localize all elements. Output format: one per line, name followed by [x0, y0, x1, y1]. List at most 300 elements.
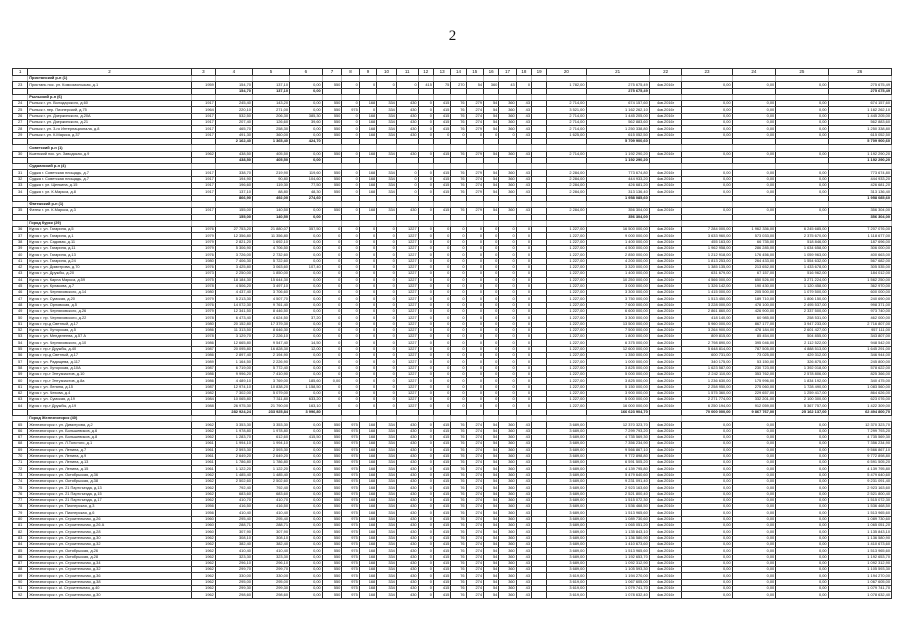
table-cell: 2 593,30	[215, 447, 252, 453]
table-cell: 0,00	[682, 497, 732, 503]
table-cell: 0,00	[776, 472, 828, 478]
table-cell: 1227	[396, 359, 418, 365]
table-cell: 196,60	[215, 183, 252, 189]
table-cell: 334	[377, 586, 397, 592]
table-cell: 3 825 000,00	[586, 378, 649, 384]
table-cell: 0,00	[776, 573, 828, 579]
table-cell: 0,00	[776, 447, 828, 453]
table-cell: 550	[322, 554, 342, 560]
table-cell: 0	[359, 390, 376, 396]
column-number: 12	[418, 69, 433, 76]
table-cell: 0	[342, 101, 359, 107]
table-cell: Курск г. ул. Сумская, д.20	[28, 296, 192, 302]
table-cell: 550	[322, 466, 342, 472]
table-cell: Железногорск г. ул. Строительная, д.30	[28, 535, 192, 541]
table-cell: 550	[322, 529, 342, 535]
table-cell: 88	[13, 567, 28, 573]
table-cell: 1227	[396, 264, 418, 270]
table-cell: 1 445 205,00	[586, 113, 649, 119]
table-cell: 0	[484, 258, 499, 264]
table-cell: 492,00	[252, 195, 289, 201]
table-cell: 14,50	[289, 340, 322, 346]
table-cell: 0,00	[682, 472, 732, 478]
table-cell: 12 665,80	[215, 340, 252, 346]
table-cell: 1 786,80	[215, 460, 252, 466]
table-cell: 45	[13, 283, 28, 289]
table-cell: 55	[13, 346, 28, 352]
table-cell: 274	[466, 573, 483, 579]
table-cell: 0	[433, 371, 450, 377]
table-cell: 0,00	[732, 82, 776, 88]
table-cell: 4кв.2016г	[649, 327, 682, 333]
table-cell: 288,71	[215, 523, 252, 529]
table-cell: 43	[516, 126, 531, 132]
table-cell: 1962	[191, 151, 215, 157]
column-number: 7	[322, 69, 342, 76]
table-cell: 54	[484, 535, 499, 541]
table-cell: 0	[466, 365, 483, 371]
table-cell: 0	[484, 264, 499, 270]
table-cell: 1982	[191, 390, 215, 396]
table-cell: 0	[418, 233, 433, 239]
table-cell: 1962	[191, 535, 215, 541]
table-cell: 975	[342, 434, 359, 440]
table-cell: 957 111,00	[828, 327, 891, 333]
table-cell: 867 177,00	[732, 321, 776, 327]
table-cell: 334	[377, 441, 397, 447]
table-cell: 360	[499, 107, 516, 113]
table-cell: 9 231 091,40	[828, 479, 891, 485]
table-cell: 0	[418, 397, 433, 403]
table-cell: 550	[322, 516, 342, 522]
table-cell: 0	[499, 321, 516, 327]
table-cell: 0,00	[776, 466, 828, 472]
table-cell: 3 619,00	[547, 586, 586, 592]
table-cell: 1 089 730,60	[586, 516, 649, 522]
table-cell: 430	[396, 573, 418, 579]
table-cell: 306 000,00	[828, 246, 891, 252]
table-cell: 330,00	[215, 573, 252, 579]
table-cell: 4кв.2016г	[649, 560, 682, 566]
table-cell: 0,00	[682, 535, 732, 541]
table-cell: 0,00	[289, 327, 322, 333]
table-cell: Суджа г. ул. Щепкина, д.15	[28, 183, 192, 189]
table-cell: 418 140,00	[682, 315, 732, 321]
table-cell: 334	[377, 132, 397, 138]
table-cell: 0	[418, 378, 433, 384]
table-cell: 550	[322, 586, 342, 592]
table-cell: 0	[484, 359, 499, 365]
table-cell: 5 306,90	[215, 246, 252, 252]
table-cell: 5 079,00	[252, 390, 289, 396]
table-cell: 76	[451, 447, 466, 453]
table-cell: 0,00	[682, 107, 732, 113]
table-cell: 168	[359, 101, 376, 107]
table-cell: 3 825 000,00	[586, 365, 649, 371]
table-cell: 0	[418, 264, 433, 270]
table-cell: 1 250 338,80	[828, 126, 891, 132]
table-cell: 1 227,00	[547, 290, 586, 296]
table-cell: 43	[516, 434, 531, 440]
table-cell: Железногорск г. ул. Ленина, д.15	[28, 466, 192, 472]
table-cell: 1962	[191, 567, 215, 573]
table-cell: 137,10	[252, 88, 289, 94]
table-cell: 975	[342, 441, 359, 447]
table-cell: 356 304,00	[586, 208, 649, 214]
table-cell: 0,00	[732, 497, 776, 503]
table-cell: 975	[342, 586, 359, 592]
table-cell: 43	[499, 82, 516, 88]
column-number: 18	[516, 69, 531, 76]
table-cell: 6 591 505,20	[586, 460, 649, 466]
table-cell: 532,50	[215, 113, 252, 119]
table-cell: 2 923 163,60	[586, 485, 649, 491]
table-cell: 550	[322, 82, 342, 88]
table-cell: 0	[342, 246, 359, 252]
table-cell: 91	[13, 586, 28, 592]
table-cell: 2 271 774,00	[682, 397, 732, 403]
table-cell: 84	[13, 541, 28, 547]
table-cell: 2 897,40	[215, 353, 252, 359]
table-cell: 18 184,30	[215, 277, 252, 283]
table-cell: 0	[377, 340, 397, 346]
table-cell: 0,00	[289, 126, 322, 132]
table-cell: 0,00	[289, 441, 322, 447]
table-cell: 0	[418, 573, 433, 579]
table-cell: 1 227,00	[547, 390, 586, 396]
table-cell: 1 350 000,00	[586, 353, 649, 359]
table-cell: 0	[418, 384, 433, 390]
table-cell: 430	[396, 441, 418, 447]
table-cell: 3 726,00	[215, 252, 252, 258]
table-cell: 516 962,00	[776, 271, 828, 277]
table-cell: 1 136 580,90	[586, 535, 649, 541]
table-cell: 430	[396, 479, 418, 485]
table-cell: 41	[13, 258, 28, 264]
table-cell: 0	[322, 371, 342, 377]
table-cell: 274	[466, 541, 483, 547]
table-cell: 0	[418, 340, 433, 346]
table-cell: 0	[451, 403, 466, 409]
table-cell: 2 194,90	[252, 353, 289, 359]
table-cell: 415	[433, 126, 450, 132]
table-cell: 4кв.2016г	[649, 246, 682, 252]
table-cell: 0	[359, 371, 376, 377]
table-cell: 0,00	[289, 308, 322, 314]
table-cell: 36	[13, 227, 28, 233]
table-cell: 1 227,00	[547, 346, 586, 352]
table-cell: 0,00	[732, 453, 776, 459]
table-cell: 334	[377, 170, 397, 176]
table-cell: 1 800 000,00	[586, 334, 649, 340]
table-cell: 0	[418, 472, 433, 478]
table-cell: Курск г. ул. Кулакова, д.7	[28, 283, 192, 289]
table-cell: 0,00	[682, 120, 732, 126]
table-cell: 0,00	[289, 479, 322, 485]
table-cell: Курск г. пр-т Энтузиастов, д.8а	[28, 378, 192, 384]
table-cell: 0	[451, 233, 466, 239]
table-cell: 275 675,49	[586, 88, 649, 94]
table-cell: 168	[359, 466, 376, 472]
table-cell: 1 250 338,80	[586, 126, 649, 132]
table-cell: 792,40	[252, 485, 289, 491]
table-cell: 1976	[191, 252, 215, 258]
table-cell: 43	[516, 579, 531, 585]
table-cell: 1960	[191, 516, 215, 522]
table-cell: 975	[342, 447, 359, 453]
table-cell: 0,00	[289, 214, 322, 220]
table-cell: Суджа г. ул. К.Маркса, д.8	[28, 189, 192, 195]
table-cell: 1962	[191, 479, 215, 485]
table-cell: 5 960 000,00	[682, 321, 732, 327]
table-cell: 1962	[191, 541, 215, 547]
table-cell: 76	[451, 541, 466, 547]
table-cell: 43	[516, 523, 531, 529]
table-cell: 0	[484, 227, 499, 233]
table-cell: 279	[466, 189, 483, 195]
table-cell: 3 689,00	[547, 510, 586, 516]
table-cell: 683,60	[215, 491, 252, 497]
table-cell: 438,50	[215, 151, 252, 157]
table-cell: 550	[322, 441, 342, 447]
table-cell: 3 264 900,00	[682, 327, 732, 333]
table-cell: 3 425,80	[215, 264, 252, 270]
table-cell: 1961	[191, 460, 215, 466]
table-cell: 187 696,00	[828, 239, 891, 245]
table-cell: 465,70	[215, 126, 252, 132]
table-cell: 0	[377, 246, 397, 252]
table-cell: 975	[342, 554, 359, 560]
table-cell: 3 000 000,00	[586, 283, 649, 289]
table-cell: 0,00	[776, 554, 828, 560]
table-cell: 274	[466, 567, 483, 573]
table-cell: 0	[377, 359, 397, 365]
table-cell: 0,00	[732, 541, 776, 547]
table-cell: 0,00	[732, 151, 776, 157]
table-cell: 0	[484, 365, 499, 371]
table-cell: 0,00	[682, 176, 732, 182]
table-cell: 54	[484, 586, 499, 592]
table-cell: 104,60	[289, 176, 322, 182]
table-cell: 0	[396, 82, 418, 88]
table-cell: 562 883,60	[828, 120, 891, 126]
table-cell: 430	[396, 107, 418, 113]
table-cell: 43	[13, 271, 28, 277]
table-cell: 0	[377, 239, 397, 245]
table-cell: 274	[466, 441, 483, 447]
table-cell: Железногорск г. ул. Строительная, д.28	[28, 529, 192, 535]
table-cell: 1962	[191, 472, 215, 478]
table-cell: 415	[433, 529, 450, 535]
table-cell: 1979	[191, 296, 215, 302]
table-cell: 20 152,80	[215, 321, 252, 327]
table-cell: 76	[451, 113, 466, 119]
table-cell: 3 689,00	[547, 485, 586, 491]
table-cell: 1 385 135,00	[682, 264, 732, 270]
table-cell: 1227	[396, 315, 418, 321]
table-cell: 0	[377, 371, 397, 377]
table-cell: 168	[359, 428, 376, 434]
table-cell: 0	[342, 126, 359, 132]
table-cell: 410,40	[215, 510, 252, 516]
table-cell: 4кв.2016г	[649, 170, 682, 176]
table-cell: 0	[342, 252, 359, 258]
table-cell: 415	[433, 189, 450, 195]
table-cell: 0,00	[732, 183, 776, 189]
table-cell: 415	[433, 586, 450, 592]
table-cell: 43	[516, 491, 531, 497]
table-cell: 430	[396, 151, 418, 157]
table-cell: 0	[433, 353, 450, 359]
table-cell: 334	[377, 428, 397, 434]
table-cell: 504 855,00	[776, 334, 828, 340]
table-cell: 3 706,60	[252, 290, 289, 296]
table-cell: 299,70	[252, 567, 289, 573]
table-cell: 0	[322, 346, 342, 352]
table-cell: 1 645 291,00	[828, 346, 891, 352]
table-cell: 2 375 670,00	[776, 233, 828, 239]
table-cell: 1 445 205,00	[828, 113, 891, 119]
table-cell: 75	[13, 485, 28, 491]
table-cell: 0,00	[682, 113, 732, 119]
table-cell: 0	[418, 239, 433, 245]
table-cell: 54	[484, 434, 499, 440]
table-cell: 0	[418, 466, 433, 472]
table-cell: 168	[359, 516, 376, 522]
table-cell: 7 600 000,00	[586, 302, 649, 308]
table-cell: 0	[499, 283, 516, 289]
table-cell: 2 250,00	[215, 271, 252, 277]
table-cell: 3 689,00	[547, 472, 586, 478]
table-cell: 168	[359, 491, 376, 497]
table-cell: 0,00	[776, 441, 828, 447]
table-cell: 0,00	[289, 88, 322, 94]
table-cell: 360	[499, 441, 516, 447]
table-cell: 1 192 290,20	[828, 151, 891, 157]
table-cell: 415	[433, 497, 450, 503]
table-cell: 1961	[191, 466, 215, 472]
table-cell: 126,60	[252, 120, 289, 126]
table-cell: Железногорск г. ул. Пионерская, д.6	[28, 510, 192, 516]
table-cell: 334	[377, 453, 397, 459]
table-cell: 233 925,84	[252, 409, 289, 415]
table-cell: 0	[322, 308, 342, 314]
table-cell: 615 052,50	[828, 132, 891, 138]
table-cell: 1 122,20	[215, 466, 252, 472]
table-cell: 0,00	[732, 548, 776, 554]
table-cell: 426 681,20	[828, 183, 891, 189]
table-cell: 0,00	[289, 567, 322, 573]
table-cell: 430	[396, 586, 418, 592]
table-cell: 65	[13, 422, 28, 428]
table-cell: 4кв.2016г	[649, 126, 682, 132]
table-cell: 0	[342, 227, 359, 233]
table-cell: 0,00	[776, 82, 828, 88]
table-cell: 334	[377, 447, 397, 453]
table-cell: 0	[418, 252, 433, 258]
table-cell: 334	[377, 107, 397, 113]
table-cell: 415	[433, 151, 450, 157]
table-cell: 360	[499, 548, 516, 554]
table-cell: 1 079 741,70	[828, 586, 891, 592]
table-cell: 415	[433, 510, 450, 516]
table-cell: 1960	[191, 529, 215, 535]
table-cell: 0	[433, 365, 450, 371]
table-cell: 1 227,00	[547, 227, 586, 233]
table-cell: 0,00	[732, 434, 776, 440]
table-cell: 54	[466, 82, 483, 88]
table-cell: 444 933,20	[586, 176, 649, 182]
table-cell: 0,00	[732, 466, 776, 472]
table-cell: 0	[484, 384, 499, 390]
table-cell: 0,00	[682, 573, 732, 579]
table-cell: 0,00	[289, 239, 322, 245]
table-cell: 4кв.2016г	[649, 523, 682, 529]
table-cell: 0	[342, 258, 359, 264]
table-cell: 5 709 900,60	[828, 138, 891, 144]
table-cell: 430	[396, 208, 418, 214]
table-cell: 674 157,60	[828, 101, 891, 107]
table-cell: 0	[418, 208, 433, 214]
table-cell: 2 337 500,00	[776, 308, 828, 314]
table-cell: 0	[433, 296, 450, 302]
table-cell: 54	[13, 340, 28, 346]
table-cell: 7 311,80	[252, 397, 289, 403]
table-cell: 9 000 000,00	[586, 233, 649, 239]
table-cell: 0,00	[289, 290, 322, 296]
table-cell: 274	[466, 485, 483, 491]
table-cell: 3 689,00	[547, 554, 586, 560]
table-cell: 0	[418, 453, 433, 459]
table-cell: 0	[342, 327, 359, 333]
table-cell: 279	[466, 126, 483, 132]
table-cell: 0	[377, 327, 397, 333]
table-cell: 0	[418, 541, 433, 547]
table-cell: 298,60	[252, 592, 289, 598]
table-cell: 415	[433, 592, 450, 598]
table-cell: 0	[466, 321, 483, 327]
table-cell: 360	[499, 541, 516, 547]
table-cell: 1917	[191, 113, 215, 119]
table-cell: 360	[499, 208, 516, 214]
table-cell: 0,00	[776, 491, 828, 497]
table-cell: 0	[499, 353, 516, 359]
table-cell: 1956	[191, 504, 215, 510]
table-cell: 334	[377, 516, 397, 522]
table-cell: 0	[418, 560, 433, 566]
table-cell: 0	[484, 390, 499, 396]
table-cell: 975	[342, 560, 359, 566]
table-cell: 0	[359, 315, 376, 321]
table-cell: 415	[433, 573, 450, 579]
table-cell: 1 162 262,10	[586, 107, 649, 113]
table-cell: 1917	[191, 132, 215, 138]
table-cell: 0	[433, 397, 450, 403]
table-cell: 1 158,50	[289, 384, 322, 390]
table-cell: 0	[322, 353, 342, 359]
table-cell: 271,00	[252, 107, 289, 113]
table-cell: 1 059 963,00	[776, 252, 828, 258]
table-cell: 1 118 677,00	[828, 233, 891, 239]
table-cell: 54	[484, 460, 499, 466]
table-cell: 274	[466, 176, 483, 182]
table-cell: 1962	[191, 560, 215, 566]
table-cell: 168	[359, 183, 376, 189]
table-cell: 295,00	[252, 579, 289, 585]
table-cell: 1 962 336,00	[732, 227, 776, 233]
table-cell: 0	[451, 302, 466, 308]
table-cell: 334	[377, 120, 397, 126]
